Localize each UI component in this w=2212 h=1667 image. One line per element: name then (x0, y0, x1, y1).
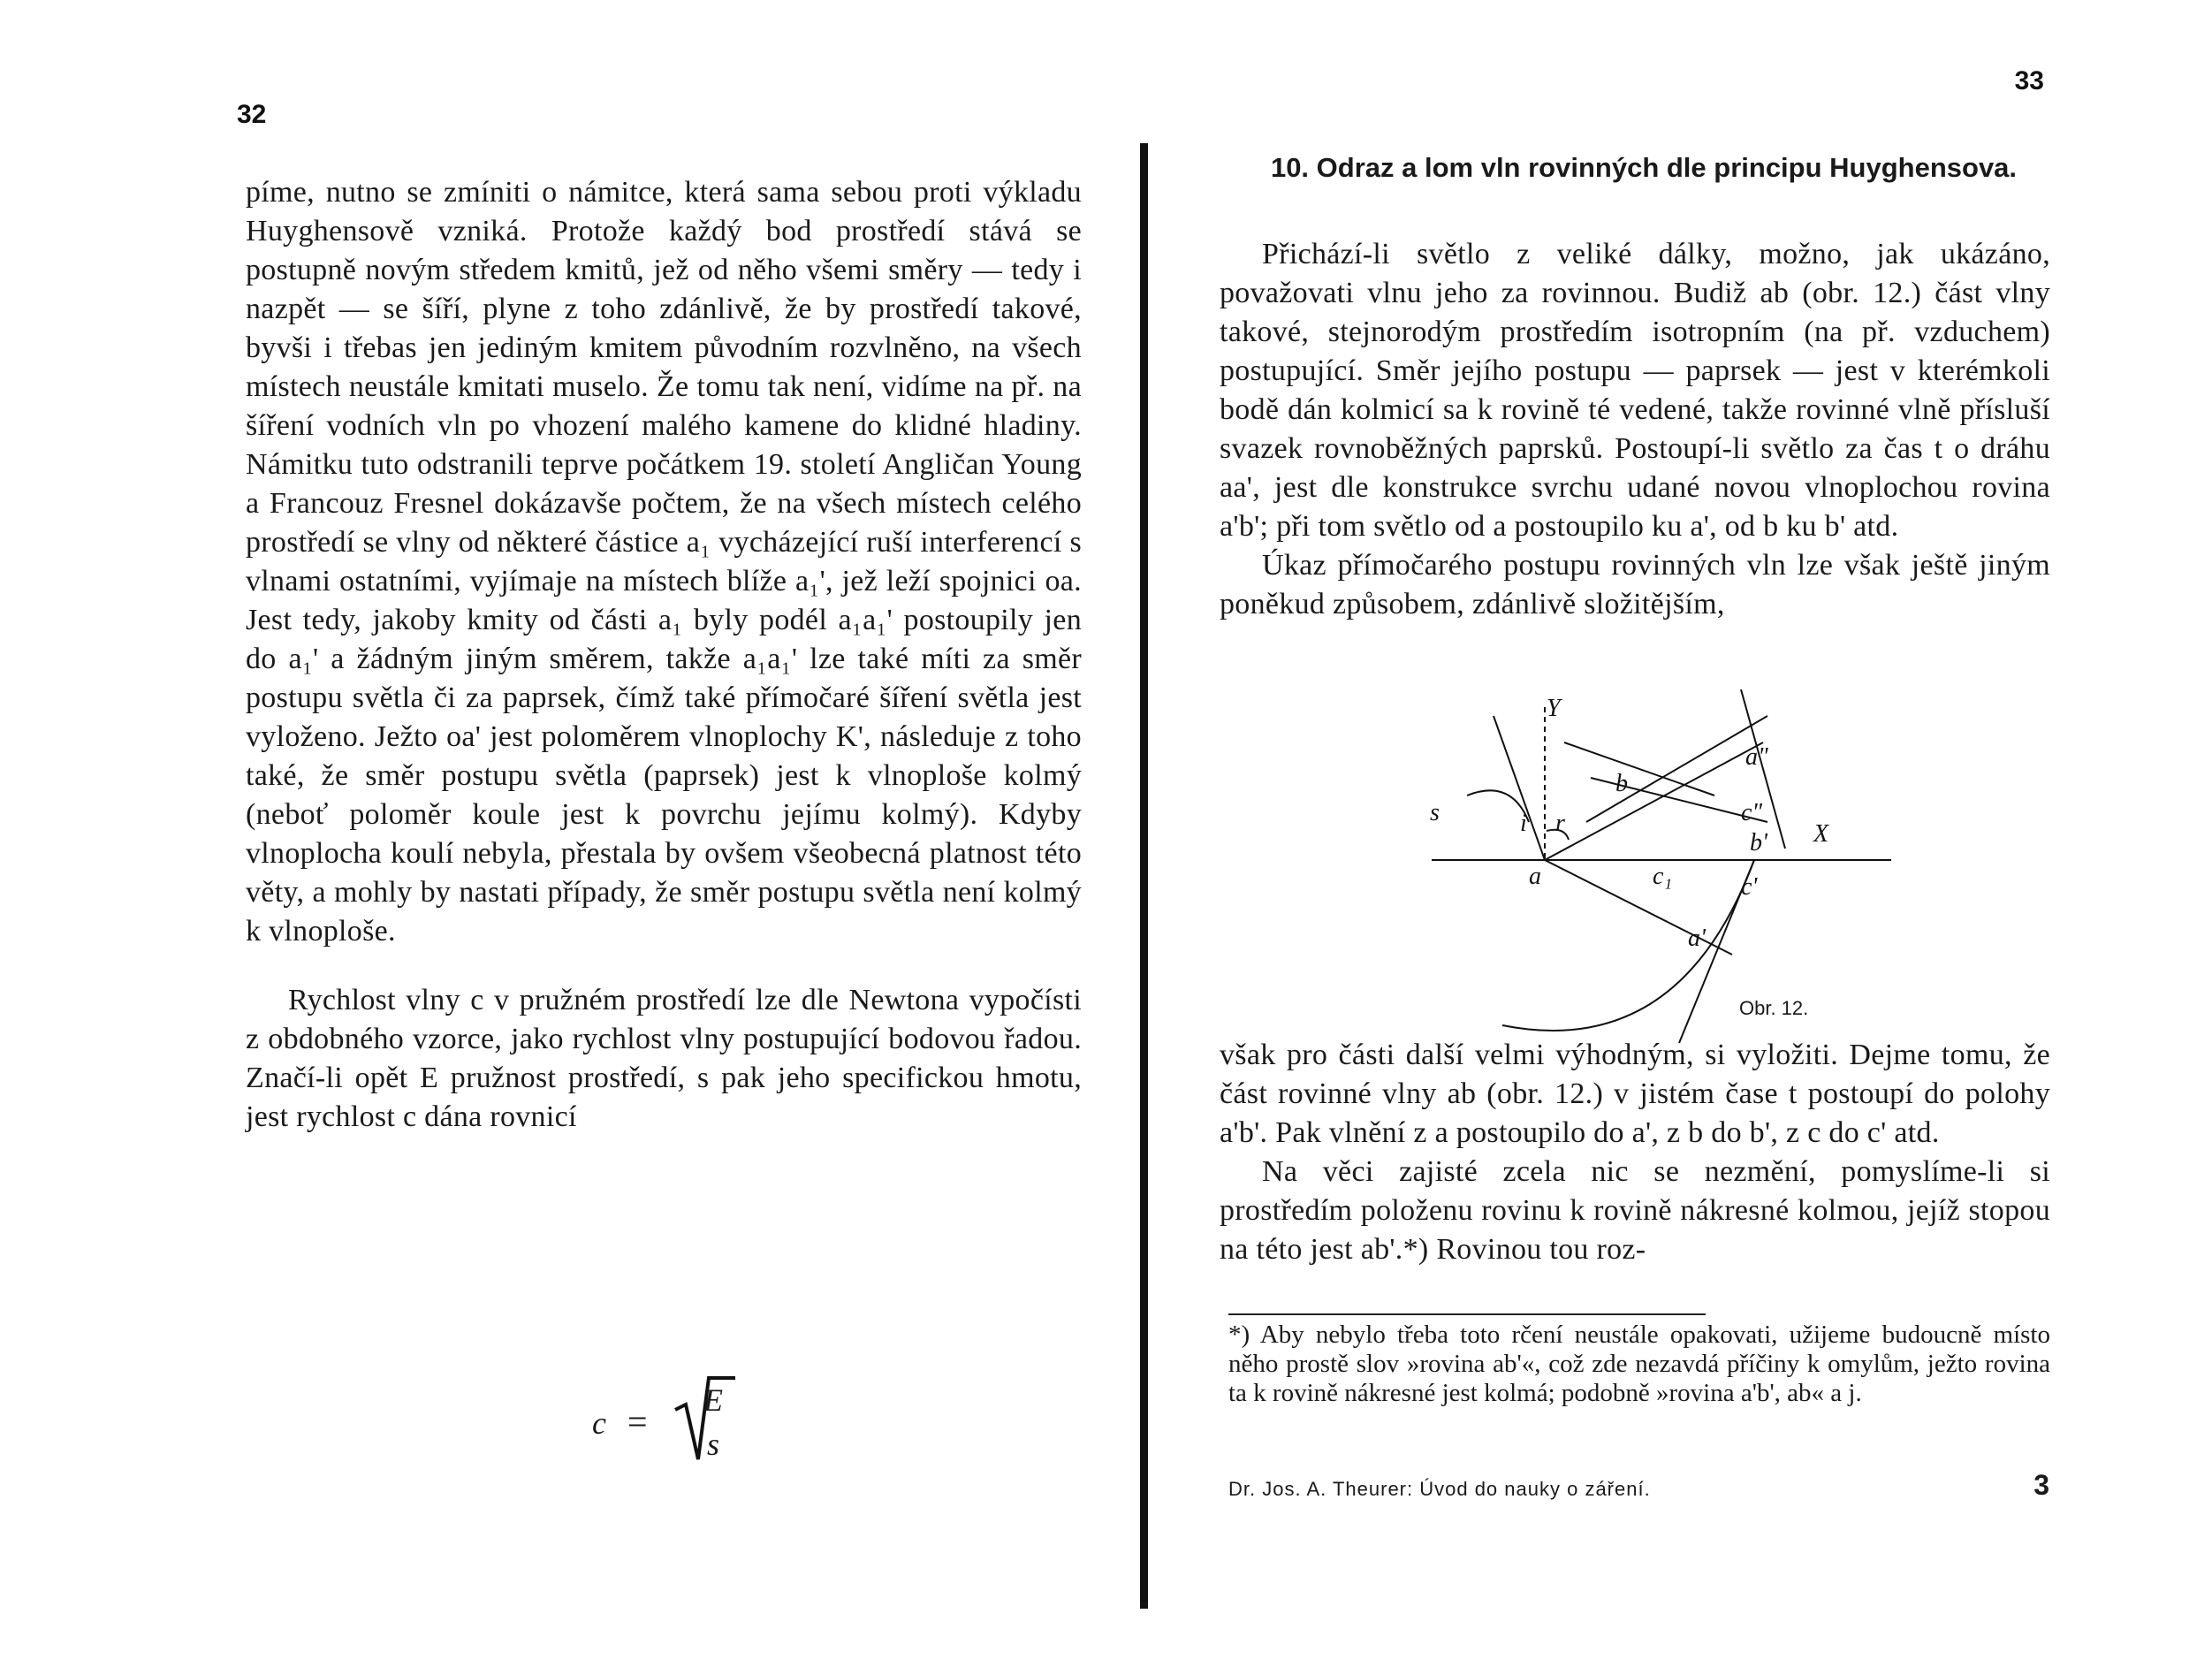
formula-denominator: s (707, 1427, 720, 1462)
fig-label: Y (1547, 695, 1561, 722)
fig-label: s (1430, 799, 1440, 826)
fig-label: a' (1688, 925, 1706, 952)
wave-reflection-diagram (1414, 689, 1891, 1052)
ray-line-1 (1564, 742, 1714, 795)
fig-label: b' (1750, 829, 1767, 856)
left-page-body (246, 173, 1082, 1137)
page-footer (1228, 1469, 2050, 1501)
section-heading: 10. Odraz a lom vln rovinných dle principu Huyghensova. (1270, 152, 2018, 183)
right-paragraph-4: Na věci zajisté zcela nic se nezmění, pomyslíme-li si prostředím položenu rovinu k rovině nákresné kolmou, jejíž stopou na této jest ab'.*) Rovinou tou roz- (1220, 1155, 2050, 1266)
page-number-right: 33 (2014, 66, 2044, 95)
formula-numerator: E (703, 1382, 723, 1418)
fig-label: c" (1741, 799, 1763, 826)
footnote: *) Aby nebylo třeba toto rčení neustále opakovati, užijeme budoucně místo něho prostě slov »rovina ab'«, což zde nezavdá příčiny k omylům, ježto rovina ta k rovině nákresné jest kolmá; podobně »rovina a'b', ab« a j. (1228, 1321, 2050, 1407)
right-paragraph-1: Přichází-li světlo z veliké dálky, možno, jak ukázáno, považovati vlnu jeho za rovinnou. Budiž ab (obr. 12.) část vlny takové, stejnorodým prostředím isotropním (na př. vzduchem) postupující. Směr jejího postupu — paprsek — jest v kterémkoli bodě dán kolmicí sa k rovině té vedené, takže rovinné vlně přísluší svazek rovnoběžných paprsků. Postoupí-li světlo za čas t o dráhu aa', jest dle konstrukce svrchu udané novou vlnoplochou rovina a'b'; při tom světlo od a postoupilo ku a', od b ku b' atd. (1220, 238, 2050, 543)
footnote-separator (1228, 1313, 1706, 1315)
right-paragraph-2: Úkaz přímočarého postupu rovinných vln lze však ještě jiným poněkud způsobem, zdánlivě složitějším, (1220, 549, 2050, 620)
incident-ray-a (1494, 716, 1545, 860)
figure-12-diagram (1414, 689, 1891, 1052)
fig-label: X (1813, 820, 1829, 848)
right-page-body-bottom (1220, 1036, 2050, 1269)
fig-label: c₁ (1653, 863, 1673, 890)
right-paragraph-3: však pro části další velmi výhodným, si vyložiti. Dejme tomu, že část rovinné vlny ab (obr. 12.) v jistém čase t postoupí do polohy a'b'. Pak vlnění z a postoupilo do a', z b do b', z c do c' atd. (1220, 1039, 2050, 1149)
signature-mark: 3 (2033, 1469, 2050, 1501)
figure-caption: Obr. 12. (1739, 997, 1809, 1019)
fig-label: i (1520, 810, 1527, 837)
fig-label: r (1555, 810, 1565, 837)
velocity-formula (592, 1374, 769, 1472)
formula-lhs: c (592, 1405, 606, 1441)
formula-equals: = (627, 1402, 648, 1442)
fig-label: b (1615, 770, 1628, 797)
fig-label: c' (1741, 873, 1758, 901)
right-page-body-top (1220, 235, 2050, 624)
fig-label: a" (1745, 743, 1768, 771)
wavefront-ab (1545, 742, 1763, 860)
footer-author-title: Dr. Jos. A. Theurer: Úvod do nauky o záření. (1228, 1478, 1651, 1500)
fig-label: a (1529, 863, 1541, 890)
left-paragraph-2: Rychlost vlny c v pružném prostředí lze dle Newtona vypočísti z obdobného vzorce, jako rychlost vlny postupující bodovou řadou. Značí-li opět E pružnost prostředí, s pak jeho specifickou hmotu, jest rychlost c dána rovnicí (246, 984, 1082, 1133)
page-number-left: 32 (237, 100, 267, 129)
left-paragraph-1: píme, nutno se zmíniti o námitce, která sama sebou proti výkladu Huyghensově vzniká. Protože každý bod prostředí stává se postupně novým středem kmitů, jež od něho všemi směry — tedy i nazpět — se šíří, plyne z toho zdánlivě, že by prostředí takové, byvši i třebas jen jediným kmitem původním rozvlněno, na všech místech neustále kmitati muselo. Že tomu tak není, vidíme na př. na šíření vodních vln po vhození malého kamene do klidné hladiny. Námitku tuto odstranili teprve počátkem 19. století Angličan Young a Francouz Fresnel dokázavše počtem, že na všech místech celého prostředí se vlny od některé částice a₁ vycházející ruší interferencí s vlnami ostatními, vyjímaje na místech blíže a₁', jež leží spojnici oa. Jest tedy, jakoby kmity od části a₁ byly podél a₁a₁' postoupily jen do a₁' a žádným jiným směrem, takže a₁a₁' lze také míti za směr postupu světla či za paprsek, čímž také přímočaré šíření světla jest vyloženo. Ježto oa' jest poloměrem vlnoplochy K', následuje z toho také, že směr postupu světla (paprsek) jest k vlnoploše kolmý (neboť poloměr koule jest k povrchu jejímu kolmý). Kdyby vlnoplocha koulí nebyla, přestala by ovšem všeobecná platnost této věty, a mohly by nastati případy, že směr postupu světla není kolmý k vlnoploše. (246, 176, 1082, 948)
